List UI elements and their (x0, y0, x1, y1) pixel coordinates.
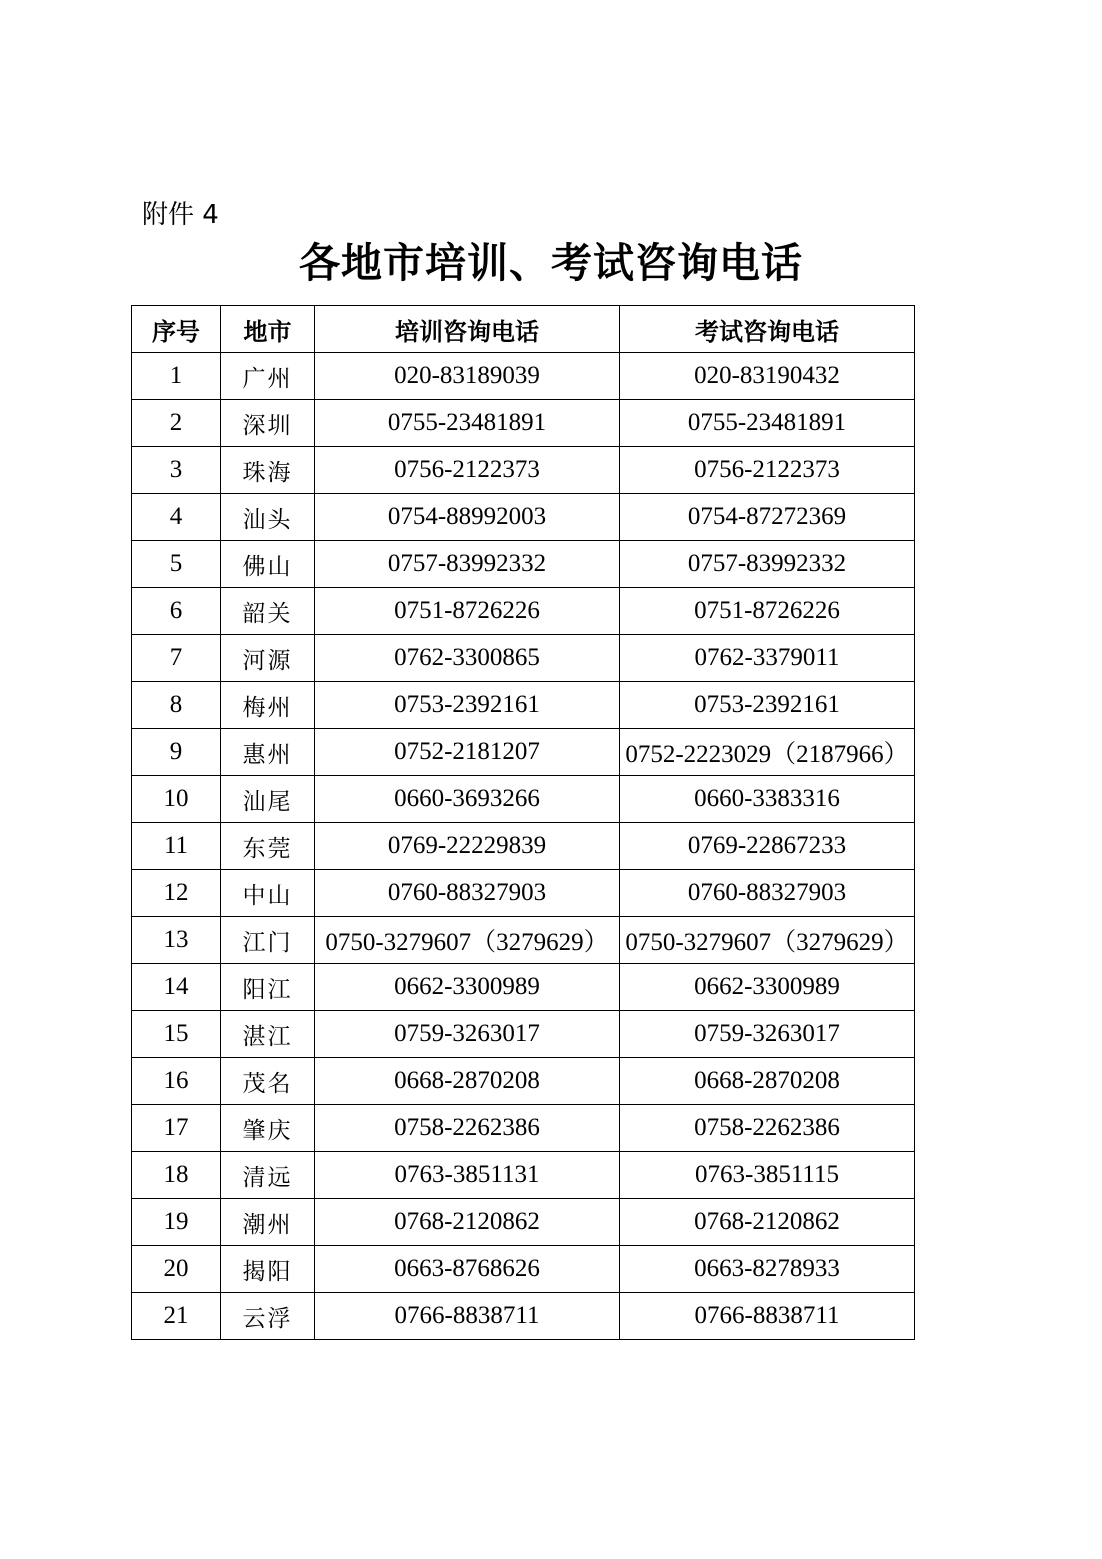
exam-phone-cell: 0759-3263017 (620, 1011, 915, 1058)
training-phone-cell: 0763-3851131 (315, 1152, 620, 1199)
exam-phone-cell: 0752-2223029（2187966） (620, 729, 915, 776)
training-phone-cell: 0758-2262386 (315, 1105, 620, 1152)
serial-number-cell: 3 (132, 447, 221, 494)
serial-number-cell: 4 (132, 494, 221, 541)
training-phone-cell: 020-83189039 (315, 353, 620, 400)
exam-phone-cell: 0660-3383316 (620, 776, 915, 823)
serial-number-cell: 11 (132, 823, 221, 870)
city-cell: 云浮 (221, 1293, 315, 1340)
city-cell: 江门 (221, 917, 315, 964)
city-cell: 汕头 (221, 494, 315, 541)
serial-number-cell: 17 (132, 1105, 221, 1152)
serial-number-cell: 10 (132, 776, 221, 823)
city-cell: 阳江 (221, 964, 315, 1011)
exam-phone-cell: 0662-3300989 (620, 964, 915, 1011)
attachment-label: 附件 4 (142, 200, 219, 230)
exam-phone-cell: 0755-23481891 (620, 400, 915, 447)
city-cell: 佛山 (221, 541, 315, 588)
consultation-phone-table (131, 305, 915, 1340)
exam-phone-cell: 0751-8726226 (620, 588, 915, 635)
table-row (132, 1199, 915, 1246)
serial-number-cell: 2 (132, 400, 221, 447)
serial-number-cell: 15 (132, 1011, 221, 1058)
city-cell: 中山 (221, 870, 315, 917)
table-row (132, 1293, 915, 1340)
table-row (132, 494, 915, 541)
training-phone-cell: 0759-3263017 (315, 1011, 620, 1058)
header-serial-number: 序号 (132, 306, 221, 353)
table-row (132, 635, 915, 682)
exam-phone-cell: 0750-3279607（3279629） (620, 917, 915, 964)
training-phone-cell: 0752-2181207 (315, 729, 620, 776)
serial-number-cell: 21 (132, 1293, 221, 1340)
table-row (132, 870, 915, 917)
exam-phone-cell: 0663-8278933 (620, 1246, 915, 1293)
serial-number-cell: 14 (132, 964, 221, 1011)
table-header-row (132, 306, 915, 353)
exam-phone-cell: 0760-88327903 (620, 870, 915, 917)
city-cell: 揭阳 (221, 1246, 315, 1293)
exam-phone-cell: 0762-3379011 (620, 635, 915, 682)
city-cell: 梅州 (221, 682, 315, 729)
training-phone-cell: 0751-8726226 (315, 588, 620, 635)
serial-number-cell: 6 (132, 588, 221, 635)
table-row (132, 682, 915, 729)
training-phone-cell: 0768-2120862 (315, 1199, 620, 1246)
city-cell: 惠州 (221, 729, 315, 776)
city-cell: 清远 (221, 1152, 315, 1199)
training-phone-cell: 0668-2870208 (315, 1058, 620, 1105)
city-cell: 广州 (221, 353, 315, 400)
training-phone-cell: 0662-3300989 (315, 964, 620, 1011)
exam-phone-cell: 0754-87272369 (620, 494, 915, 541)
exam-phone-cell: 0668-2870208 (620, 1058, 915, 1105)
table-row (132, 400, 915, 447)
table-row (132, 823, 915, 870)
training-phone-cell: 0766-8838711 (315, 1293, 620, 1340)
serial-number-cell: 16 (132, 1058, 221, 1105)
serial-number-cell: 1 (132, 353, 221, 400)
table-body (132, 353, 915, 1340)
header-exam-phone: 考试咨询电话 (620, 306, 915, 353)
training-phone-cell: 0663-8768626 (315, 1246, 620, 1293)
training-phone-cell: 0769-22229839 (315, 823, 620, 870)
exam-phone-cell: 0753-2392161 (620, 682, 915, 729)
training-phone-cell: 0754-88992003 (315, 494, 620, 541)
table-row (132, 541, 915, 588)
table-row (132, 964, 915, 1011)
table-row (132, 1105, 915, 1152)
exam-phone-cell: 0758-2262386 (620, 1105, 915, 1152)
city-cell: 深圳 (221, 400, 315, 447)
training-phone-cell: 0762-3300865 (315, 635, 620, 682)
exam-phone-cell: 0763-3851115 (620, 1152, 915, 1199)
exam-phone-cell: 0768-2120862 (620, 1199, 915, 1246)
header-training-phone: 培训咨询电话 (315, 306, 620, 353)
table-row (132, 729, 915, 776)
table-row (132, 776, 915, 823)
serial-number-cell: 20 (132, 1246, 221, 1293)
table-row (132, 1058, 915, 1105)
serial-number-cell: 9 (132, 729, 221, 776)
page-title: 各地市培训、考试咨询电话 (299, 239, 803, 287)
city-cell: 珠海 (221, 447, 315, 494)
serial-number-cell: 18 (132, 1152, 221, 1199)
training-phone-cell: 0750-3279607（3279629） (315, 917, 620, 964)
city-cell: 茂名 (221, 1058, 315, 1105)
header-city: 地市 (221, 306, 315, 353)
serial-number-cell: 7 (132, 635, 221, 682)
training-phone-cell: 0755-23481891 (315, 400, 620, 447)
exam-phone-cell: 020-83190432 (620, 353, 915, 400)
table-row (132, 1152, 915, 1199)
serial-number-cell: 12 (132, 870, 221, 917)
exam-phone-cell: 0769-22867233 (620, 823, 915, 870)
serial-number-cell: 5 (132, 541, 221, 588)
city-cell: 汕尾 (221, 776, 315, 823)
training-phone-cell: 0753-2392161 (315, 682, 620, 729)
exam-phone-cell: 0756-2122373 (620, 447, 915, 494)
training-phone-cell: 0756-2122373 (315, 447, 620, 494)
table-row (132, 588, 915, 635)
exam-phone-cell: 0757-83992332 (620, 541, 915, 588)
table-row (132, 1011, 915, 1058)
city-cell: 肇庆 (221, 1105, 315, 1152)
exam-phone-cell: 0766-8838711 (620, 1293, 915, 1340)
table-row (132, 353, 915, 400)
serial-number-cell: 8 (132, 682, 221, 729)
training-phone-cell: 0660-3693266 (315, 776, 620, 823)
city-cell: 湛江 (221, 1011, 315, 1058)
city-cell: 河源 (221, 635, 315, 682)
table-row (132, 1246, 915, 1293)
city-cell: 潮州 (221, 1199, 315, 1246)
serial-number-cell: 13 (132, 917, 221, 964)
training-phone-cell: 0760-88327903 (315, 870, 620, 917)
table-row (132, 917, 915, 964)
serial-number-cell: 19 (132, 1199, 221, 1246)
table-row (132, 447, 915, 494)
city-cell: 东莞 (221, 823, 315, 870)
training-phone-cell: 0757-83992332 (315, 541, 620, 588)
city-cell: 韶关 (221, 588, 315, 635)
